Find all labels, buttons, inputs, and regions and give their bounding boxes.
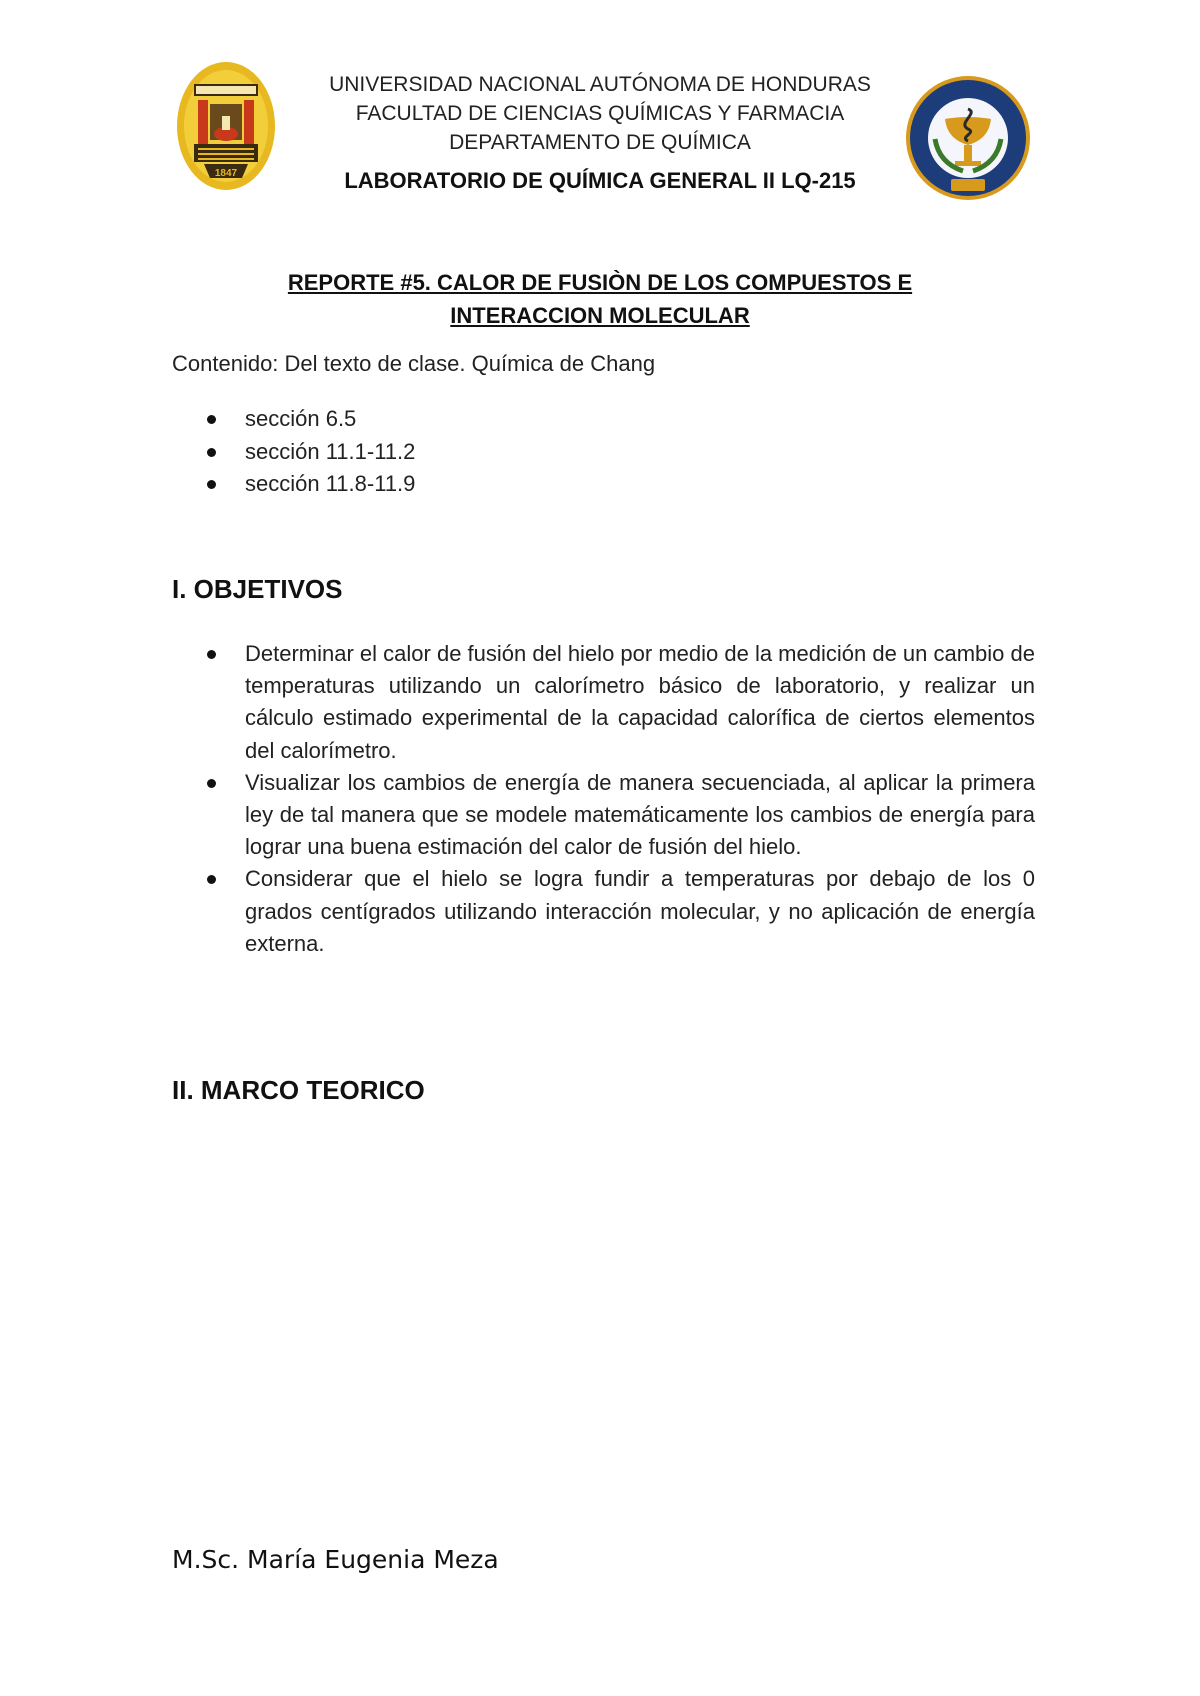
sections-list — [172, 403, 415, 501]
list-item: Considerar que el hielo se logra fundir a temperaturas por debajo de los 0 grados centígrados utilizando interacción molecular, y no aplicación de energía externa. — [172, 863, 1035, 960]
bullet-icon — [207, 448, 216, 457]
contenido-text: Contenido: Del texto de clase. Química de Chang — [172, 351, 656, 376]
report-title-line-1: REPORTE #5. CALOR DE FUSIÒN DE LOS COMPUESTOS E — [287, 270, 913, 295]
marco-teorico-heading: II. MARCO TEORICO — [172, 1075, 425, 1105]
bullet-icon — [207, 480, 216, 489]
department-name: DEPARTAMENTO DE QUÍMICA — [449, 131, 751, 154]
bullet-icon — [207, 650, 216, 659]
faculty-name: FACULTAD DE CIENCIAS QUÍMICAS Y FARMACIA — [355, 102, 845, 125]
list-item: Visualizar los cambios de energía de manera secuenciada, al aplicar la primera ley de tal manera que se modele matemáticamente los cambios de energía para lograr una buena estimación del calor de fusión del hielo. — [172, 767, 1035, 864]
list-item: sección 6.5 — [172, 403, 415, 436]
bullet-icon — [207, 779, 216, 788]
svg-text:1847: 1847 — [214, 168, 238, 179]
bullet-icon — [207, 415, 216, 424]
report-title — [200, 266, 1000, 332]
list-item: Determinar el calor de fusión del hielo por medio de la medición de un cambio de temperaturas utilizando un calorímetro básico de laboratorio, y realizar un cálculo estimado experimental de la capacidad calorífica de ciertos elementos del calorímetro. — [172, 638, 1035, 767]
objetivos-heading: I. OBJETIVOS — [172, 574, 343, 604]
lab-title: LABORATORIO DE QUÍMICA GENERAL II LQ-215 — [344, 168, 856, 193]
header-institution — [280, 70, 920, 157]
university-seal-logo — [176, 60, 276, 192]
author-signature: M.Sc. María Eugenia Meza — [172, 1545, 499, 1574]
bullet-icon — [207, 875, 216, 884]
faculty-logo — [905, 75, 1031, 201]
university-name: UNIVERSIDAD NACIONAL AUTÓNOMA DE HONDURAS — [329, 73, 871, 96]
list-item: sección 11.8-11.9 — [172, 468, 415, 501]
list-item: sección 11.1-11.2 — [172, 436, 415, 469]
report-title-line-2: INTERACCION MOLECULAR — [450, 303, 750, 328]
objetivos-list — [172, 638, 1035, 960]
